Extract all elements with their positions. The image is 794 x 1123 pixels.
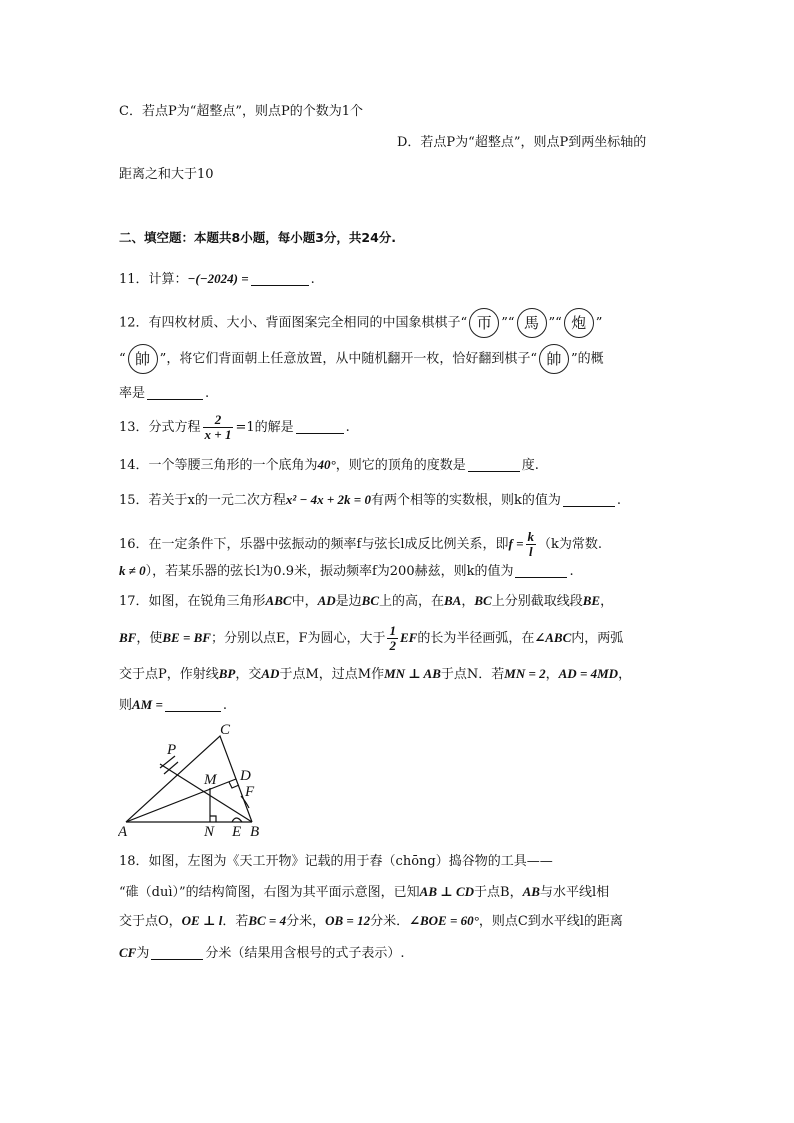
q11-prefix: 11．计算： — [119, 272, 188, 287]
q14-prefix: 14．一个等腰三角形的一个底角为 — [119, 458, 318, 473]
q17-text: 17．如图，在锐角三角形 — [119, 594, 266, 609]
q17-text: 于点N．若 — [440, 667, 505, 682]
q17-math: BC — [361, 593, 379, 608]
label-p: P — [167, 742, 177, 758]
chess-piece-general-icon-2: 帥 — [539, 344, 569, 374]
q17-half-fraction — [387, 624, 398, 653]
q17-text: ， — [545, 667, 559, 682]
q18-text: 分米， — [286, 914, 326, 929]
q13-fraction — [203, 413, 234, 442]
question-18-line1: 18．如图，左图为《天工开物》记载的用于舂（chōng）捣谷物的工具—— — [119, 854, 553, 869]
q17-text: ，使 — [136, 631, 163, 646]
q17-math: BC — [474, 593, 492, 608]
q17-text: 内，两弧 — [571, 631, 624, 646]
question-16-line2 — [119, 562, 574, 581]
chess-piece-cannon-icon: 炮 — [564, 308, 594, 338]
q13-suffix: =1的解是 — [235, 420, 294, 435]
q18-math: BC = 4 — [248, 913, 287, 928]
q13-numerator: 2 — [203, 413, 234, 428]
q15-prefix: 15．若关于x的一元二次方程 — [119, 493, 286, 508]
q17-text: 交于点P，作射线 — [119, 667, 219, 682]
q16-numerator: k — [527, 529, 535, 544]
q18-text: ，则点C到水平线l的距离 — [478, 914, 623, 929]
q16-line2: ），若某乐器的弦长l为0.9米，振动频率f为200赫兹，则k的值为 — [145, 564, 514, 579]
q13-end: . — [345, 420, 350, 435]
q17-text: 中， — [291, 594, 318, 609]
q13-prefix: 13．分式方程 — [119, 420, 201, 435]
q17-math: BF — [119, 630, 137, 645]
q17-text: 的长为半径画弧，在 — [417, 631, 535, 646]
q18-math: OB = 12 — [325, 913, 371, 928]
q16-prefix: 16．在一定条件下，乐器中弦振动的频率f与弦长l成反比例关系，即 — [119, 537, 509, 552]
chess-piece-shuai-icon: 帀 — [469, 308, 499, 338]
question-18-line3 — [119, 912, 623, 931]
q15-equation: x² − 4x + 2k = 0 — [285, 492, 371, 507]
q15-answer-blank[interactable] — [563, 492, 615, 507]
q15-mid: 有两个相等的实数根，则k的值为 — [370, 493, 561, 508]
q17-math: EF — [399, 630, 418, 645]
q11-expression: −(−2024) = — [187, 271, 249, 286]
question-17-line2 — [119, 620, 623, 657]
q12-mid: ，将它们背面朝上任意放置，从中随机翻开一枚，恰好翻到棋子“ — [166, 351, 537, 367]
q17-math: AD — [317, 593, 336, 608]
q16-end: . — [569, 564, 574, 579]
q17-text: 则 — [119, 698, 133, 713]
q18-text: 与水平线l相 — [539, 885, 610, 900]
question-12-line2: “ 帥 ”，将它们背面朝上任意放置，从中随机翻开一枚，恰好翻到棋子“ 帥 ”的概 — [119, 344, 604, 375]
question-18-line4 — [119, 944, 405, 963]
question-13 — [119, 411, 350, 445]
q18-answer-blank[interactable] — [151, 945, 203, 960]
question-16-line1 — [119, 526, 602, 563]
q17-half-den: 2 — [389, 638, 396, 653]
q18-math: AB — [522, 884, 540, 899]
q18-text: 分米． — [370, 914, 410, 929]
label-f: F — [245, 784, 255, 800]
label-e: E — [232, 824, 242, 840]
q16-answer-blank[interactable] — [515, 563, 567, 578]
question-12-line3 — [119, 385, 209, 403]
question-17-line4 — [119, 696, 227, 715]
right-angle-mark-n — [210, 816, 216, 822]
option-d-line2: 距离之和大于10 — [119, 167, 214, 182]
q17-text: 于点M，过点M作 — [279, 667, 385, 682]
label-n: N — [204, 824, 215, 840]
label-m: M — [204, 772, 217, 788]
q12-prefix: 12．有四枚材质、大小、背面图案完全相同的中国象棋棋子“ — [119, 315, 468, 331]
q17-math: AM = — [132, 697, 163, 712]
q18-math: CF — [119, 945, 137, 960]
option-d-line1: D．若点P为“超整点”，则点P到两坐标轴的 — [397, 135, 647, 150]
question-14 — [119, 456, 539, 475]
q17-geometry-figure — [118, 722, 278, 840]
q16-fraction — [526, 530, 537, 559]
q17-answer-blank[interactable] — [165, 697, 221, 712]
question-12-line1: 12．有四枚材质、大小、背面图案完全相同的中国象棋棋子“ 帀 ”“ 馬 ”“ 炮 ” — [119, 308, 602, 339]
section-title: 二、填空题：本题共8小题，每小题3分，共24分. — [119, 230, 397, 245]
q17-math: ABC — [265, 593, 292, 608]
q17-text: ， — [618, 667, 632, 682]
q17-half-num: 1 — [389, 623, 396, 638]
q16-denominator: l — [528, 544, 533, 559]
q16-paren: （k为常数. — [538, 537, 603, 552]
label-d: D — [240, 768, 251, 784]
q17-math: BP — [218, 666, 236, 681]
question-18-line2 — [119, 883, 609, 902]
q18-text: “碓（duì）”的结构简图，右图为其平面示意图，已知 — [119, 885, 420, 900]
q17-text: ， — [461, 594, 475, 609]
q14-mid: ，则它的顶角的度数是 — [335, 458, 466, 473]
triangle-sides-ac-cb — [126, 736, 252, 822]
q15-end: . — [616, 493, 621, 508]
q17-math: MN ⊥ AB — [384, 666, 441, 681]
question-17-line1 — [119, 592, 613, 611]
q18-text: 分米（结果用含根号的式子表示）. — [205, 946, 405, 961]
q17-text: 是边 — [335, 594, 362, 609]
q18-text: ．若 — [222, 914, 249, 929]
q17-text: 上的高，在 — [379, 594, 445, 609]
label-b: B — [250, 824, 260, 840]
option-c: C．若点P为“超整点”，则点P的个数为1个 — [119, 104, 364, 119]
chess-piece-horse-icon: 馬 — [517, 308, 547, 338]
q18-text: 为 — [136, 946, 150, 961]
q18-text: 于点B， — [474, 885, 523, 900]
label-a: A — [118, 824, 128, 840]
altitude-ad — [126, 779, 236, 822]
q12-line3: 率是 — [119, 386, 146, 401]
question-15 — [119, 491, 621, 510]
q17-text: ，交 — [235, 667, 262, 682]
q11-suffix: . — [310, 272, 315, 287]
q12-end: . — [205, 386, 210, 401]
q18-text: 交于点O， — [119, 914, 182, 929]
q18-math: ∠BOE = 60° — [409, 913, 479, 928]
question-11 — [119, 270, 315, 289]
question-17-line3 — [119, 665, 631, 684]
q17-text: . — [222, 698, 228, 713]
q12-after: ”的概 — [570, 351, 604, 367]
chess-piece-general-icon: 帥 — [128, 344, 158, 374]
q14-end: 度. — [521, 458, 539, 473]
q14-angle: 40° — [317, 457, 336, 472]
q14-answer-blank[interactable] — [468, 457, 520, 472]
q13-answer-blank[interactable] — [296, 419, 344, 434]
q12-answer-blank[interactable] — [147, 385, 203, 400]
q17-math: BE = BF — [162, 630, 211, 645]
q16-condition: k ≠ 0 — [119, 563, 146, 578]
q17-math: AD — [261, 666, 280, 681]
q17-math: MN = 2 — [504, 666, 546, 681]
q16-formula-lhs: f = — [508, 536, 524, 551]
q18-math: AB ⊥ CD — [419, 884, 475, 899]
q17-text: 上分别截取线段 — [491, 594, 583, 609]
q18-math: OE ⊥ l — [181, 913, 223, 928]
q13-denominator: x + 1 — [204, 427, 232, 442]
q17-math: BA — [444, 593, 462, 608]
q17-text: ；分别以点E，F为圆心，大于 — [210, 631, 386, 646]
q17-text: ， — [600, 594, 614, 609]
q11-answer-blank[interactable] — [251, 271, 309, 286]
q17-math: ∠ABC — [534, 630, 572, 645]
q17-math: AD = 4MD — [558, 666, 619, 681]
q17-math: BE — [582, 593, 601, 608]
label-c: C — [220, 722, 231, 738]
